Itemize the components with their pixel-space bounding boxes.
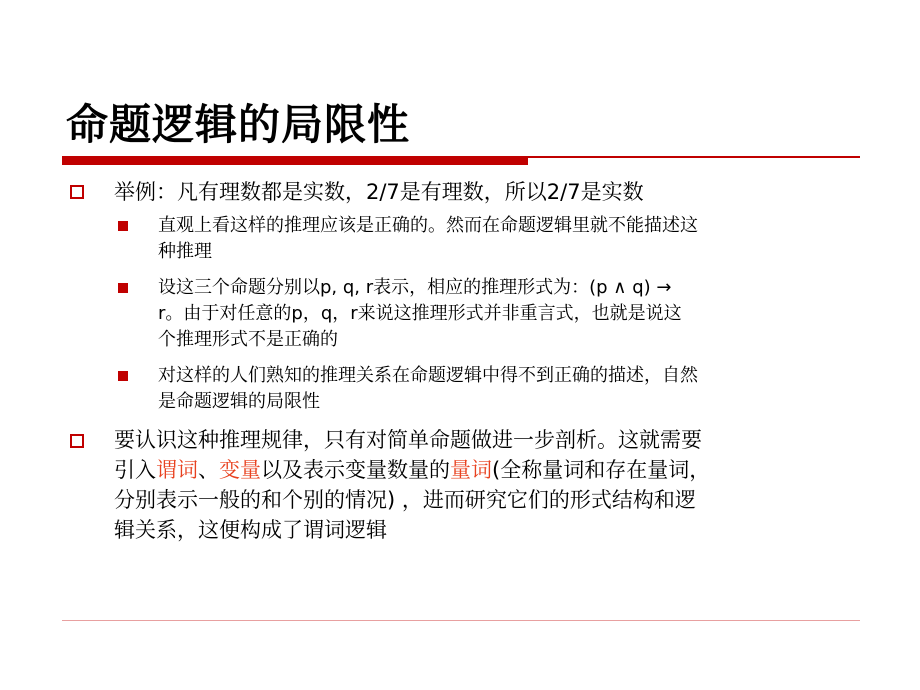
highlight-predicate: 谓词 bbox=[156, 458, 198, 482]
sub-bullet-2-line-3: 个推理形式不是正确的 bbox=[158, 329, 338, 350]
bullet-2-line-2-part-c: 以及表示变量数量的 bbox=[261, 458, 450, 482]
sub-bullet-2-line-2: r。由于对任意的p，q，r来说这推理形式并非重言式，也就是说这 bbox=[158, 303, 682, 324]
bullet-2-line-2 bbox=[114, 455, 710, 485]
hollow-square-bullet-icon bbox=[70, 185, 84, 199]
hollow-square-bullet-icon bbox=[70, 434, 84, 448]
bullet-2 bbox=[114, 425, 710, 545]
bullet-2-line-4: 辑关系，这便构成了谓词逻辑 bbox=[114, 518, 387, 542]
bullet-2-line-3: 分别表示一般的和个别的情况) ，进而研究它们的形式结构和逻 bbox=[114, 488, 696, 512]
footer-divider bbox=[62, 620, 860, 621]
filled-square-bullet-icon bbox=[118, 221, 128, 231]
sub-bullet-1-line-1: 直观上看这样的推理应该是正确的。然而在命题逻辑里就不能描述这 bbox=[158, 215, 698, 236]
filled-square-bullet-icon bbox=[118, 371, 128, 381]
sub-bullet-3-line-2: 是命题逻辑的局限性 bbox=[158, 391, 320, 412]
sub-bullet-1 bbox=[158, 213, 698, 265]
sub-bullet-3-line-1: 对这样的人们熟知的推理关系在命题逻辑中得不到正确的描述，自然 bbox=[158, 365, 698, 386]
bullet-2-line-2-part-b: 、 bbox=[198, 458, 219, 482]
sub-bullet-1-line-2: 种推理 bbox=[158, 241, 212, 262]
highlight-quantifier: 量词 bbox=[450, 458, 492, 482]
slide-title: 命题逻辑的局限性 bbox=[66, 100, 411, 149]
sub-bullet-3 bbox=[158, 363, 698, 415]
bullet-2-line-1: 要认识这种推理规律，只有对简单命题做进一步剖析。这就需要 bbox=[114, 428, 702, 452]
bullet-2-line-2-part-d: (全称量词和存在量词， bbox=[492, 458, 711, 482]
highlight-variable: 变量 bbox=[219, 458, 261, 482]
sub-bullet-2 bbox=[158, 275, 682, 353]
bullet-1-text: 举例：凡有理数都是实数，2/7是有理数，所以2/7是实数 bbox=[114, 180, 644, 204]
sub-bullet-2-line-1: 设这三个命题分别以p, q, r表示，相应的推理形式为：(p ∧ q) → bbox=[158, 277, 672, 298]
title-underline-thin bbox=[62, 156, 860, 158]
filled-square-bullet-icon bbox=[118, 283, 128, 293]
bullet-2-line-2-part-a: 引入 bbox=[114, 458, 156, 482]
